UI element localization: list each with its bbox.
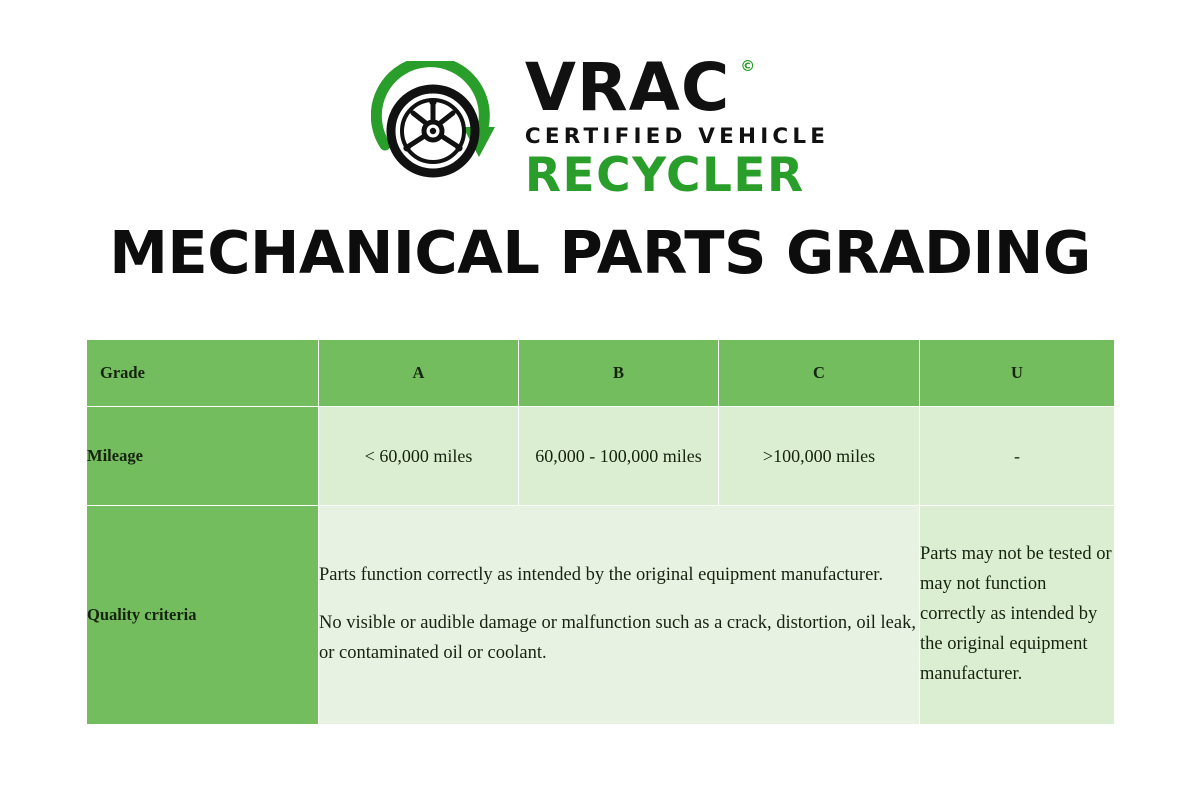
logo-wordmark [524,48,757,126]
header-grade-b: B [519,340,719,407]
quality-grades-abc [319,506,920,725]
mileage-grade-c: >100,000 miles [719,407,920,506]
header-grade-a: A [319,340,519,407]
logo-wordmark-text: VRAC [524,48,731,126]
table-row-quality [87,506,1115,725]
quality-grade-u: Parts may not be tested or may not function correctly as intended by the original equipment manufacturer. [920,506,1115,725]
logo-recycler-text: RECYCLER [524,148,805,204]
vrac-logo [0,48,1200,204]
mileage-grade-a: < 60,000 miles [319,407,519,506]
header-grade-label: Grade [87,340,319,407]
grading-table [86,339,1115,725]
header-grade-u: U [920,340,1115,407]
logo-inner [371,48,830,204]
quality-paragraph-2: No visible or audible damage or malfunction such as a crack, distortion, oil leak, or contaminated oil or coolant. [319,613,916,663]
quality-paragraph-1: Parts function correctly as intended by the original equipment manufacturer. [319,565,884,586]
logo-wordmark-group [524,48,830,204]
page-title: MECHANICAL PARTS GRADING [109,218,1091,287]
table-header-row [87,340,1115,407]
mileage-grade-b: 60,000 - 100,000 miles [519,407,719,506]
row-label-mileage: Mileage [87,407,319,506]
recycling-wheel-icon [371,61,511,193]
row-label-quality: Quality criteria [87,506,319,725]
mileage-grade-u: - [920,407,1115,506]
header-grade-c: C [719,340,920,407]
copyright-icon: © [740,56,757,75]
table-row-mileage [87,407,1115,506]
logo-tagline: CERTIFIED VEHICLE [524,123,830,149]
